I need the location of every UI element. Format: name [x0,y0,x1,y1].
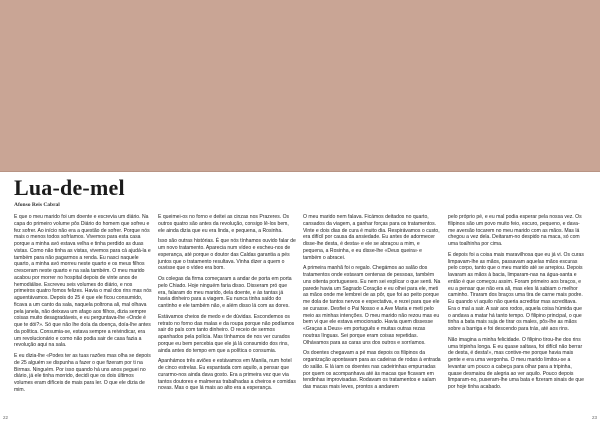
hero-color-block [0,0,600,171]
hero-divider [0,171,600,172]
paragraph: É que o meu marido foi um doente e escrevia um diário. Na capa do primeiro volume pôs Diário do homem que sofreu e fez sofrer. Ao início não era a questão de sofrer. Porque nós mais o menos todos sofríamos. Vivemos para esta casa porque a minha avó estava velha e tinha perdido as duas vistas. Como não tinha as vistas, vivemos para cá ajudá-la e também para não pagarmos a renda. Eu nasci naquele quarto, a minha avó morreu neste quarto e os meus filhos cresceram neste quarto e na sala também. O meu marido acabou por morrer no hospital depois de vinte anos de hemodiálise. Escreveu seis volumes do diário, e nos primeiros quatro fomos felizes. Havia o mal dos rins mas nós aguentávamos. Depois do 25 é que ele ficou consumido, ficava a um canto da sala, naquela poltrona ali, mal olhava pela janela, não deixava um afago aos filhos, dizia sempre coisas muito desagradáveis, e eu perguntava-lhe «Onde é que te dói?». Só que não lhe doía da doença, doía-lhe antes da política. Consumia-se, estava sempre a reivindicar, era um revolucionário e como não podia sair de casa fazia a revolução aqui na sala. [14,214,152,349]
text-column-1 [14,214,152,414]
paragraph: Estávamos cheios de medo e de dúvidas. Escondemos os retrato no forno das malas e da roupa porque não podíamos sair do país com tanto dinheiro. O receio de sermos apanhados pela polícia. Mas tínhamos de nos ver curados porque eu bem percebia que ele já lá consumido dos rins, ainda antes do tempo em que a política o consumia. [158,313,295,354]
paragraph: E eu dizia-lhe «Podes ter as tuas razões mas olha se depois de 25 alguém se dispunha a fazer o que fizeram por ti na Birmas. Ninguém. Por isso quando há uns anos peguei no diário, já ele tinha morrido, decidi que os dois últimos volumes eram difíceis de mais para ler. O que ele dizia de mim. [14,353,151,393]
paragraph: E queimei-os no forno e deitei as cinzas nos Prazeres. Os outros quatro são antes da revolução, consigo lê-los bem, ele ainda dizia que eu era linda, e pequena, a Rosinha. [158,214,290,234]
article-title: Lua-de-mel [14,175,125,200]
paragraph: A primeira manhã foi o regalo. Chegámos ao salão dos tratamentos onde estavam centenas de pessoas, também uns oitenta portugueses. Eu nem sei explicar o que senti. Na parede havia um Sagrado Coração e eu olhei para ele, meti as mãos onde me lembrei de as pôr, que foi ao peito porque me dola de tantos nervos e expectativa, e rezei para que ele se curasse. Desfiei o Pai Nosso e a Ave Maria e meti pelo meio as minhas intenções. O meu marido não rezou mas eu bem vi que ele estava emocionado. Havia quem dissesse «Graças a Deus» em português e muitas outras rezas noutras línguas. Sei porque eram coisas repetidas. Olhávamos para as caras uns dos outros e sorríamos. [303,265,441,346]
text-column-3 [303,214,441,414]
paragraph: pelo próprio pé, e eu mal podia esperar pela nossa vez. Os filipinos são um povo muito feio, escuro, pequeno, e dava-me aversão tocarem no meu marido com as mãos. Mas lá chegou a vez dela. Deitaram-no despido na maca, só com uma toalhinha por cima. [448,214,582,247]
paragraph: Os colegas da firma começaram a andar de porta em porta pelo Chiado. Hoje ninguém faria disso. Disseram pró que era, falaram do meu marido, dela doente, e às tantas já havia dinheiro para a viagem. Eu nunca tinha saído do cantinho e ele também não, e além disso lá com as dores. [158,276,292,309]
paragraph: O meu marido nem falava. Ficámos deitados no quarto, cansados da viagem, a ganhar forças para os tratamentos. Vinte e dois dias de cura é muito dia. Respirávamos o custo, era difícil por causa da ansiedade. Eu antes de adormecer disse-lhe desta, é desta» e ele se abraçou a mim, e pequena, a Rosinha, e eu disse-lhe «Deus queira» e também o abracei. [303,214,440,261]
article-author: Afonso Reis Cabral [14,202,60,208]
paragraph: Os doentes chegavam a pé mas depois os filipinos da organização apontavam para as cadeiras de rodas à entrada do salão. E lá iam os doentes nas cadeirinhas empurradas por quem os acompanhava até às macas que ficavam em tendinhas improvisadas. Rodavam os tratamentos e saíam das macas mais leves, prontos a andarem [303,350,441,390]
page-number-left: 22 [3,415,9,420]
text-column-2 [158,214,296,414]
page-number-right: 23 [591,415,597,420]
paragraph: Não imagina a minha felicidade. O filipino tirou-lhe dos rins uma tripinha longa. E eu quase saltava, foi difícil não berrar de desta, é desta!», mas contive-me porque havia mais gente e era uma vergonha. O meu marido limitou-se a levantar um pouco a cabeça para olhar para a tripinha, quase desmaiou de alegria ao ver aquilo. Pouco depois limparam-no, puseram-lhe uma bata e fizeram sinais de que por hoje tinha acabado. [448,336,584,390]
paragraph: Apanhámos três aviões e estávamos em Manila, num hotel de cinco estrelas. Eu espantada com aquilo, a pensar que curarmo-nos ainda dava gosto. Era a primeira vez que via tantos doutores e malmeras trabalhadas a cheiros e comidas novas. Mas o que lá mais ao alto era a esperança. [158,358,296,392]
text-column-4 [448,214,586,414]
paragraph: E depois foi a coisa mais maravilhosa que eu já vi. Os curas limpavam-lhe as mãos, passavam aquelas mãos escuras pelo corpo, tanto que o meu marido até se arrepiou. Depois lavaram as mãos à bacia, limparam-nas na água-santa e então é que começou assim. Foram primeiro aos braços, e eu a pensar que não era ali, mas eles lá sabiam o melhor caminho. Tiraram dos braços uma tira de carne mais podre. Eu quando vi aquilo não queria acreditar mas acreditava. Era o mal a sair. A sair aos rodos, aquela coisa húmida que o andava a matar há tanto tempo. O filipino principal, o que tinha a bata mais suja de tirar os males, pôs-lhe as mãos sobre a barriga e foi descendo para trás, até aos rins. [448,251,584,332]
paragraph: Isso são outras histórias. É que nós tínhamos ouvido falar de um novo tratamento. Aparecia num vídeo e escheu-nos de esperança, até porque o doutor das Caldas garantia a pés juntos que o tratamento resultava. Vinha dizer a quem o ouvisse que o vídeo era bom. [158,238,296,272]
